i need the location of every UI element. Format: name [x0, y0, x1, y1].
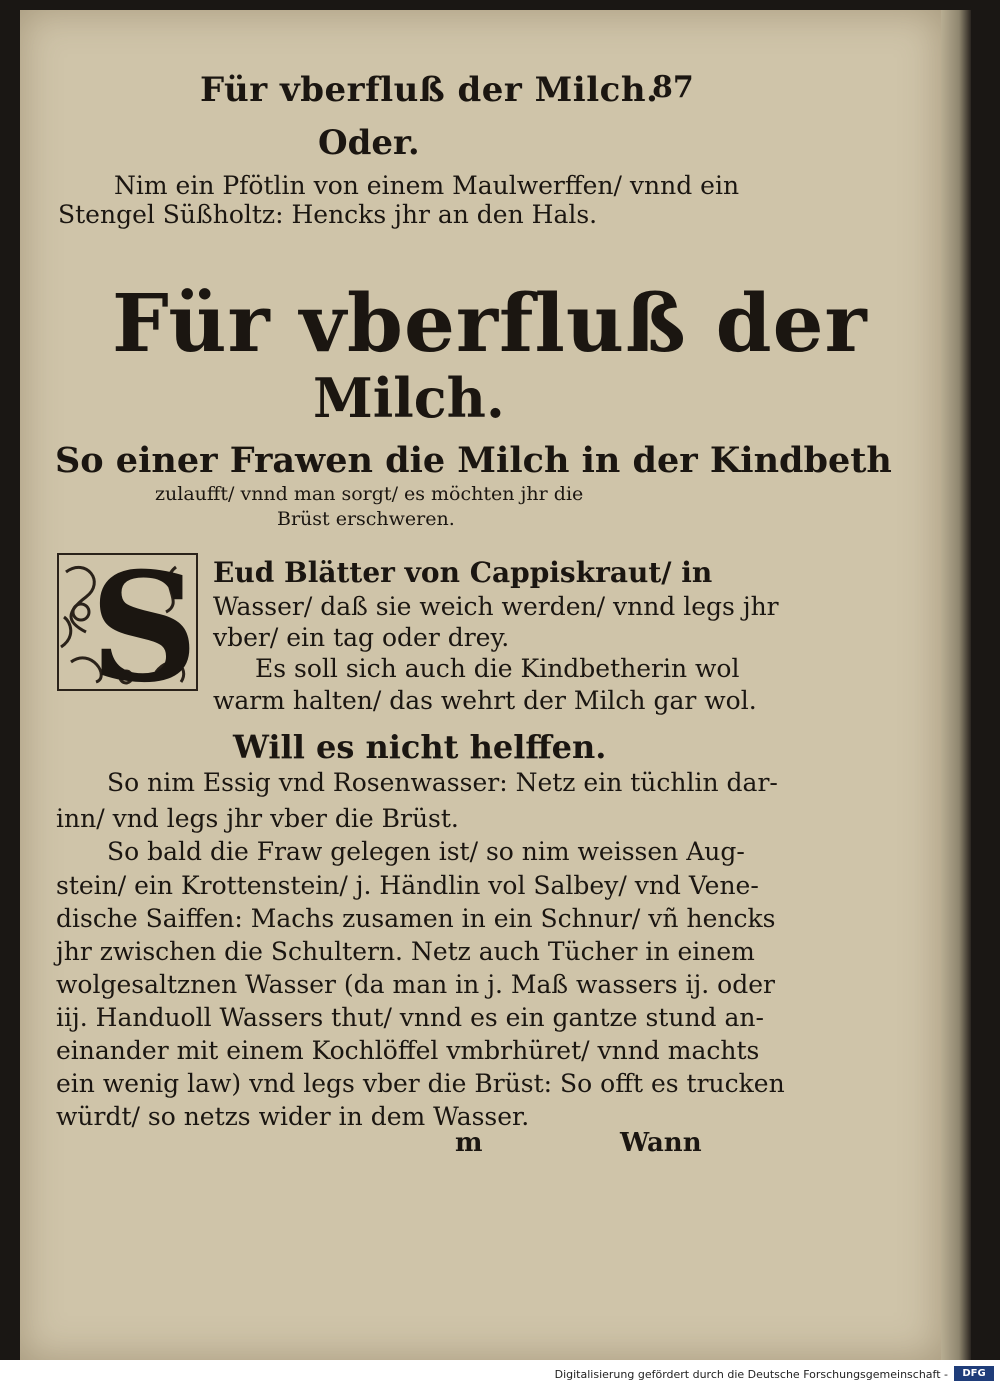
decorated-initial	[56, 540, 199, 716]
body-line: dische Saiffen: Machs zusamen in ein Schnur/ vñ hencks	[56, 904, 776, 933]
sub-heading-will: Will es nicht helffen.	[233, 728, 607, 766]
body-line: wolgesaltznen Wasser (da man in j. Maß wassers ij. oder	[56, 970, 775, 999]
body-line: stein/ ein Krottenstein/ j. Händlin vol Salbey/ vnd Vene-	[56, 871, 759, 900]
chapter-title-line2: Milch.	[313, 366, 505, 430]
section-subline: Brüst erschweren.	[277, 508, 455, 530]
body-line: einander mit einem Kochlöffel vmbrhüret/ vnnd machts	[56, 1036, 760, 1065]
paragraph-line: vber/ ein tag oder drey.	[213, 623, 510, 652]
initial-letter: S	[90, 540, 199, 716]
paragraph-line: Wasser/ daß sie weich werden/ vnnd legs jhr	[213, 592, 779, 621]
running-head: Für vberfluß der Milch.	[200, 70, 659, 110]
body-line: iij. Handuoll Wassers thut/ vnnd es ein gantze stund an-	[56, 1003, 764, 1032]
section-heading: So einer Frawen die Milch in der Kindbeth	[55, 440, 892, 481]
intro-line: Nim ein Pfötlin von einem Maulwerffen/ vnnd ein	[114, 171, 740, 200]
paragraph-line: warm halten/ das wehrt der Milch gar wol.	[213, 686, 757, 715]
body-line: So nim Essig vnd Rosenwasser: Netz ein tüchlin dar-	[107, 768, 778, 797]
page-edge	[941, 10, 971, 1360]
chapter-title: Für vberfluß der	[112, 276, 868, 370]
sub-heading-oder: Oder.	[318, 123, 420, 163]
page-number: 87	[652, 70, 694, 105]
body-line: jhr zwischen die Schultern. Netz auch Tücher in einem	[56, 937, 755, 966]
body-line: So bald die Fraw gelegen ist/ so nim weissen Aug-	[107, 837, 745, 866]
body-line: würdt/ so netzs wider in dem Wasser.	[56, 1102, 530, 1131]
body-line: ein wenig law) vnd legs vber die Brüst: So offt es trucken	[56, 1069, 785, 1098]
intro-line: Stengel Süßholtz: Hencks jhr an den Hals.	[58, 200, 598, 229]
footer-credit: Digitalisierung gefördert durch die Deutsche Forschungsgemeinschaft -	[554, 1368, 948, 1381]
dfg-logo-icon: DFG	[954, 1366, 994, 1381]
paragraph-line: Es soll sich auch die Kindbetherin wol	[255, 654, 740, 683]
catchword: Wann	[620, 1128, 702, 1158]
footer-bar	[0, 1360, 1000, 1387]
body-line: inn/ vnd legs jhr vber die Brüst.	[56, 804, 459, 833]
signature-mark: m	[455, 1128, 483, 1158]
section-subline: zulaufft/ vnnd man sorgt/ es möchten jhr die	[155, 483, 584, 505]
paragraph-line: Eud Blätter von Cappiskraut/ in	[213, 556, 713, 589]
